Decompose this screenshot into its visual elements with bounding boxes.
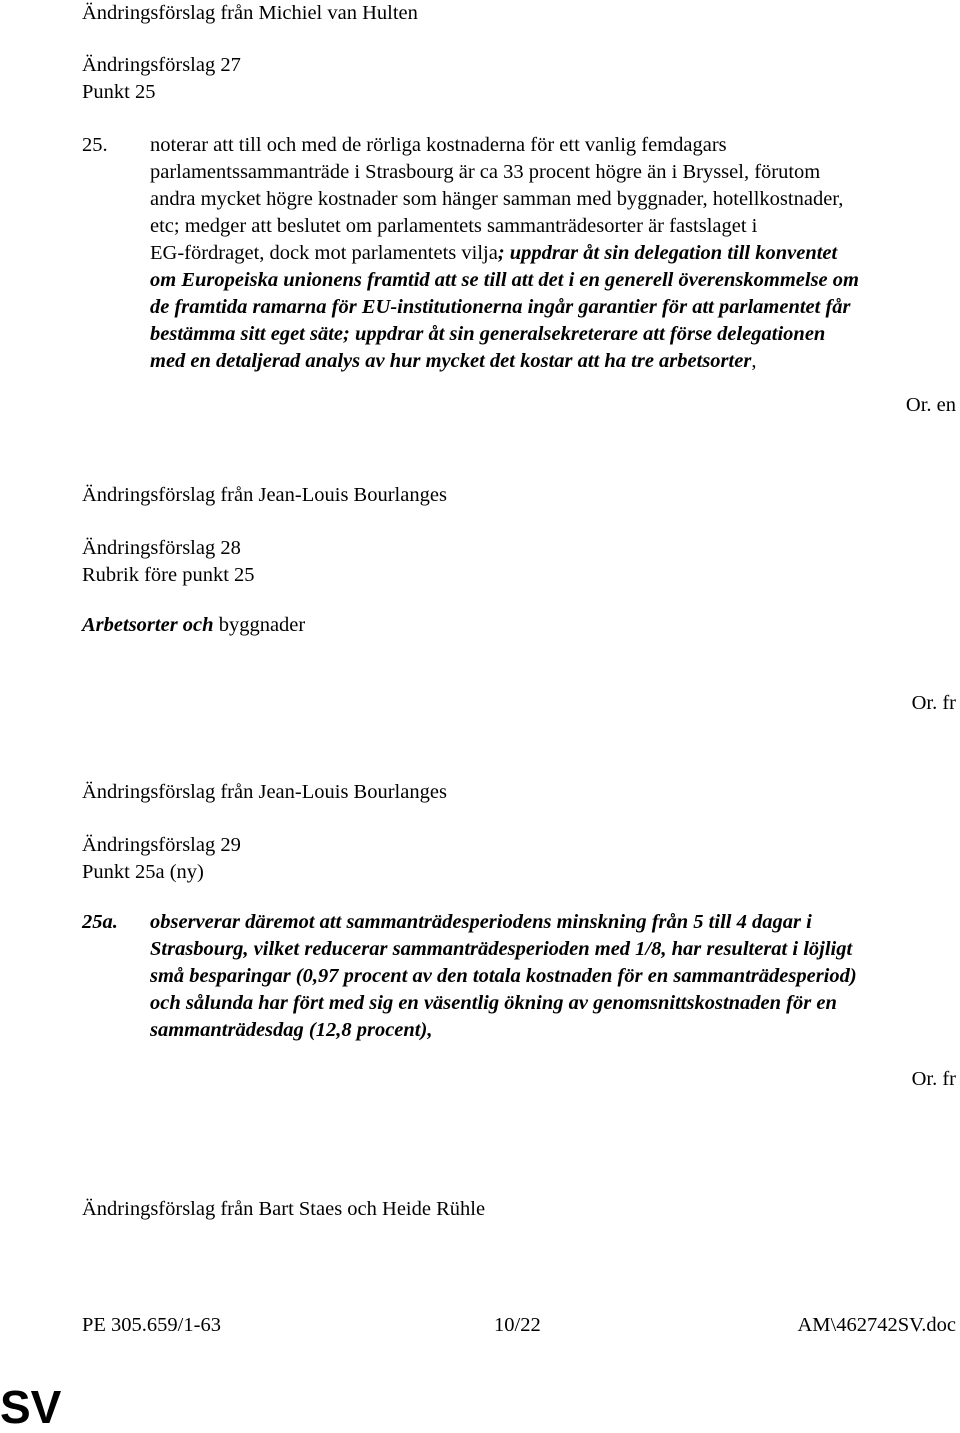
text-line [150,186,960,213]
text-line [150,132,960,159]
text-run: de framtida ramarna för EU-institutionerna ingår garantier för att parlamentet får [150,296,851,318]
amendment-28-author: Ändringsförslag från Jean-Louis Bourlanges [82,484,447,506]
text-line [150,213,960,240]
amendment-28-reference: Rubrik före punkt 25 [82,564,255,586]
text-run: andra mycket högre kostnader som hänger samman med byggnader, hotellkostnader, [150,188,844,210]
amendment-29-author: Ändringsförslag från Jean-Louis Bourlanges [82,781,447,803]
amendment-28-title: Ändringsförslag 28 [82,537,241,559]
text-line [150,348,960,375]
text-line [150,267,960,294]
text-run: med en detaljerad analys av hur mycket det kostar att ha tre arbetsorter [150,350,752,372]
text-run: parlamentssammanträde i Strasbourg är ca 33 procent högre än i Bryssel, förutom [150,161,821,183]
heading-run: byggnader [213,614,306,636]
text-line [150,294,960,321]
text-line [150,240,960,267]
amendment-30-author: Ändringsförslag från Bart Staes och Heide Rühle [82,1198,486,1220]
text-run: EG-fördraget, dock mot parlamentets vilja [150,242,498,264]
text-line [150,1017,960,1044]
amendment-29-original-language: Or. fr [911,1068,956,1090]
text-run: , [751,350,757,372]
amendment-27-author: Ändringsförslag från Michiel van Hulten [82,2,418,24]
text-line [150,909,960,936]
text-line [150,159,960,186]
text-line [150,321,960,348]
amendment-27-title: Ändringsförslag 27 [82,54,241,76]
language-code: SV [0,1381,62,1433]
text-line [150,963,960,990]
text-run: noterar att till och med de rörliga kostnaderna för ett vanlig femdagars [150,134,727,156]
text-run: om Europeiska unionens framtid att se till att det i en generell överenskommelse om [150,269,859,291]
text-run: etc; medger att beslutet om parlamentets sammanträdesorter är fastslaget i [150,215,758,237]
text-line [150,936,960,963]
text-run: små besparingar (0,97 procent av den totala kostnaden för en sammanträdesperiod) [150,965,857,987]
text-run: bestämma sitt eget säte; uppdrar åt sin generalsekreterare att förse delegationen [150,323,826,345]
footer-document-reference: PE 305.659/1-63 [82,1314,221,1336]
amendment-28-heading [82,612,305,639]
footer-page-number: 10/22 [494,1314,541,1336]
footer-file-name: AM\462742SV.doc [797,1314,956,1336]
text-run: sammanträdesdag (12,8 procent), [150,1019,433,1041]
heading-run: Arbetsorter och [82,614,214,636]
text-line [150,990,960,1017]
amendment-27-reference: Punkt 25 [82,81,156,103]
text-run: Strasbourg, vilket reducerar sammanträdesperioden med 1/8, har resulterat i löjligt [150,938,853,960]
amendment-27-text [150,132,960,375]
text-run: och sålunda har fört med sig en väsentlig ökning av genomsnittskostnaden för en [150,992,837,1014]
amendment-29-title: Ändringsförslag 29 [82,834,241,856]
text-run: ; uppdrar åt sin delegation till konventet [497,242,838,264]
paragraph-number-25: 25. [82,134,108,156]
amendment-29-reference: Punkt 25a (ny) [82,861,204,883]
amendment-27-original-language: Or. en [905,394,956,416]
amendment-29-text [150,909,960,1044]
paragraph-number-25a: 25a. [82,911,118,933]
text-run: observerar däremot att sammanträdesperiodens minskning från 5 till 4 dagar i [150,911,812,933]
amendment-28-original-language: Or. fr [911,692,956,714]
